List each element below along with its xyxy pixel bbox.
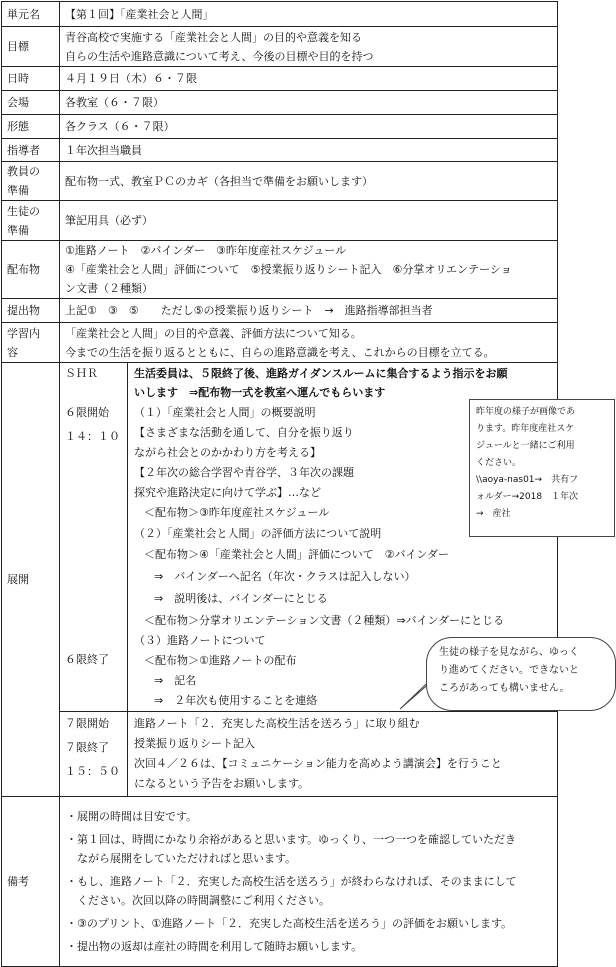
- label-teacher-prep: [2, 162, 60, 201]
- content-line: 「産業社会と人間」の目的や意義、評価方法について知る。: [65, 326, 362, 340]
- value-submit: 上記① ③ ⑤ ただし⑤の授業振り返りシート → 進路指導部担当者: [60, 299, 558, 323]
- goal-line: 自らの生活や進路意識について考え、今後の目標や目的を持つ: [65, 49, 374, 63]
- value-teacher-prep: 配布物一式、教室ＰＣのカギ（各担当で準備をお願いします）: [60, 162, 558, 201]
- note-box: [469, 399, 615, 537]
- row-unit: [2, 2, 558, 27]
- time-start-7: ７限開始: [65, 717, 109, 730]
- dev-line: いします ⇒配布物一式を教室へ運んでもらいます: [134, 386, 386, 399]
- value-goal: [60, 27, 558, 67]
- row-development: [2, 363, 558, 797]
- row-format: [2, 115, 558, 139]
- dev-line: ⇒ 記名: [154, 674, 197, 687]
- development-period7: [60, 711, 557, 796]
- note-line: 昨年度の様子が画像であ: [476, 407, 576, 417]
- row-handouts: [2, 241, 558, 299]
- remark-line: ・第１回は、時間にかなり余裕があると思います。ゆっくり、一つ一つを確認していただき: [66, 833, 517, 846]
- value-development: [60, 363, 579, 797]
- note-line: \\aoya-nas01→ 共有フ: [476, 475, 579, 485]
- label-student-prep: [2, 201, 60, 241]
- row-date: [2, 67, 558, 91]
- note-line: ジュールと一緒にご利用: [476, 441, 575, 451]
- label-remarks: 備考: [2, 797, 60, 967]
- value-format: 各クラス（６・７限）: [60, 115, 558, 139]
- time-end-7: ７限終了: [65, 741, 109, 754]
- bubble-line: ころがあっても構いません。: [439, 683, 570, 694]
- label-handouts: 配布物: [2, 241, 60, 299]
- label-line: 生徒の: [7, 204, 40, 218]
- label-line: 準備: [7, 223, 29, 237]
- bubble-line: 生徒の様子を見ながら、ゆっく: [439, 647, 579, 658]
- dev-line: ＜配布物＞③昨年度産社スケジュール: [144, 506, 330, 519]
- value-venue: 各教室（６・７限）: [60, 91, 558, 115]
- time-start-6: ６限開始: [65, 406, 109, 419]
- handouts-line: ン文書（２種類）: [65, 282, 153, 295]
- remark-line: ・③のプリント、①進路ノート「２．充実した高校生活を送ろう」の評価をお願いします。: [66, 917, 513, 930]
- dev-line: ながら社会とのかかわり方を考える】: [134, 446, 321, 459]
- lesson-plan-table: [1, 1, 579, 967]
- value-unit: 【第１回】「産業社会と人間」: [60, 2, 558, 27]
- dev-line: ⇒ バインダーへ記名（年次・クラスは記入しない）: [154, 570, 416, 583]
- note-line: ください。: [476, 458, 522, 468]
- period7-line: 授業振り返りシート記入: [134, 737, 255, 750]
- dev-line: ＜配布物＞①進路ノートの配布: [144, 654, 297, 667]
- development-main: [60, 363, 579, 711]
- row-remarks: [2, 797, 558, 967]
- time-shr: ＳＨＲ: [65, 367, 98, 380]
- label-content: [2, 323, 60, 363]
- remark-line: ながら展開をしていただければと思います。: [66, 852, 297, 865]
- goal-line: 青谷高校で実施する「産業社会と人間」の目的や意義を知る: [65, 30, 362, 44]
- label-line: 学習内: [7, 326, 40, 340]
- time-end-6: ６限終了: [65, 653, 109, 666]
- note-line: ォルダー→2018 １年次: [476, 492, 579, 502]
- label-instructor: 指導者: [2, 139, 60, 162]
- remark-line: ・展開の時間は目安です。: [66, 810, 198, 823]
- label-date: 日時: [2, 67, 60, 91]
- row-venue: [2, 91, 558, 115]
- label-format: 形態: [2, 115, 60, 139]
- label-line: 教員の: [7, 165, 40, 178]
- handouts-line: ①進路ノート ②バインダー ③昨年度産社スケジュール: [65, 244, 347, 257]
- content-line: 今までの生活を振り返るとともに、自らの進路意識を考え、これからの目標を立てる。: [65, 345, 495, 359]
- dev-line: ＜配布物＞分掌オリエンテーション文書（２種類）⇒バインダーにとじる: [144, 614, 505, 627]
- label-venue: 会場: [2, 91, 60, 115]
- handouts-line: ④「産業社会と人間」評価について ⑤授業振り返りシート記入 ⑥分掌オリエンテーショ: [65, 263, 512, 276]
- label-unit: 単元名: [2, 2, 60, 27]
- dev-line: ＜配布物＞④「産業社会と人間」評価について ②バインダー: [144, 548, 450, 561]
- value-remarks: [60, 797, 558, 967]
- dev-line: （２）「産業社会と人間」の評価方法について説明: [134, 527, 382, 540]
- speech-bubble: [426, 637, 616, 711]
- dev-line: 生活委員は、５限終了後、進路ガイダンスルームに集合するよう指示をお願: [134, 367, 508, 380]
- remark-line: ・もし、進路ノート「２．充実した高校生活を送ろう」が終わらなければ、そのままにして: [66, 875, 517, 888]
- dev-line: 【２年次の総合学習や青谷学、３年次の課題: [134, 466, 354, 479]
- note-line: ります。昨年度産社スケ: [476, 424, 575, 434]
- value-content: [60, 323, 558, 363]
- row-teacher-prep: [2, 162, 558, 201]
- period7-timeline: [60, 712, 128, 796]
- bubble-line: り進めてください。できないと: [439, 665, 579, 676]
- label-submit: 提出物: [2, 299, 60, 323]
- time-1550: １５：５０: [65, 765, 120, 778]
- dev-line: （３）進路ノートについて: [134, 634, 266, 647]
- row-student-prep: [2, 201, 558, 241]
- dev-line: 【さまざまな活動を通して、自分を振り返り: [134, 426, 354, 439]
- label-line: 準備: [7, 184, 29, 197]
- dev-line: （１）「産業社会と人間」の概要説明: [134, 406, 316, 419]
- dev-line: ⇒ 説明後は、バインダーにとじる: [154, 592, 328, 605]
- development-timeline: [60, 363, 128, 711]
- time-1410: １４：１０: [65, 430, 120, 443]
- remark-line: ください。次回以降の時間調整にご利用ください。: [66, 894, 330, 907]
- remark-line: ・提出物の返却は産社の時間を利用して随時お願いします。: [66, 940, 363, 953]
- row-content: [2, 323, 558, 363]
- lesson-plan-sheet: [1, 1, 579, 967]
- value-student-prep: 筆記用具（必ず）: [60, 201, 558, 241]
- value-handouts: [60, 241, 558, 299]
- dev-line: 探究や進路決定に向けて学ぶ】…など: [134, 486, 321, 499]
- label-goal: 目標: [2, 27, 60, 67]
- period7-line: になるという予告をお願いします。: [134, 777, 310, 790]
- row-submit: [2, 299, 558, 323]
- row-goal: [2, 27, 558, 67]
- value-date: ４月１９日（木）６・７限: [60, 67, 558, 91]
- period7-line: 次回４／２６は、【コミュニケーション能力を高めよう講演会】を行うこと: [134, 757, 502, 770]
- row-instructor: [2, 139, 558, 162]
- note-line: → 産社: [476, 509, 511, 519]
- dev-line: ⇒ ２年次も使用することを連絡: [154, 694, 318, 707]
- value-instructor: １年次担当職員: [60, 139, 558, 162]
- label-development: 展開: [2, 363, 60, 797]
- period7-line: 進路ノート「２．充実した高校生活を送ろう」に取り組む: [134, 717, 420, 730]
- development-steps: [128, 363, 579, 711]
- label-line: 容: [7, 345, 18, 359]
